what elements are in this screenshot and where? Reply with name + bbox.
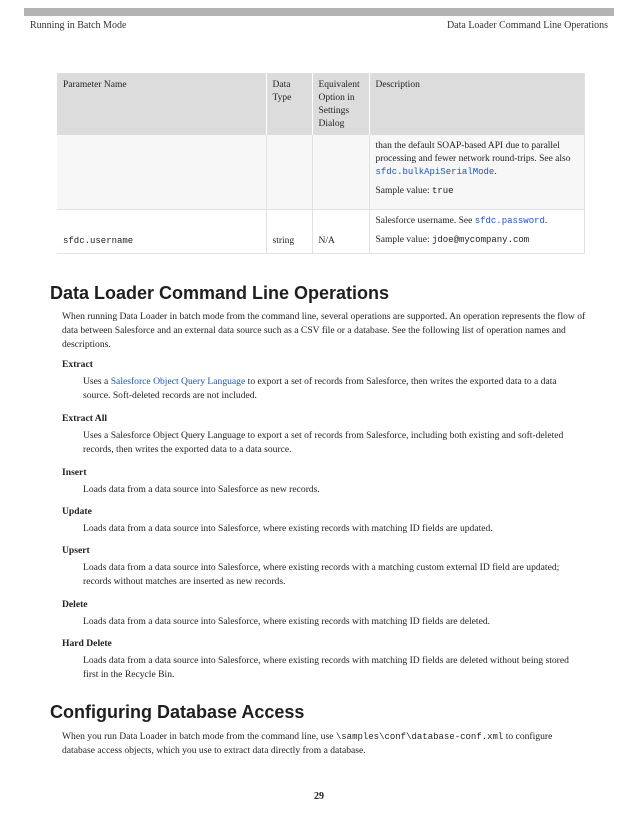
term-delete: Delete xyxy=(62,599,88,610)
sfdc-password-link[interactable]: sfdc.password xyxy=(474,216,545,226)
definition-update: Loads data from a data source into Salesforce, where existing records with matching ID fields are updated. xyxy=(83,523,493,534)
definition-extract-all: Uses a Salesforce Object Query Language to export a set of records from Salesforce, including both existing and soft-deleted records, then writes the exported data to a data source. xyxy=(83,430,564,455)
database-access-paragraph xyxy=(62,730,587,758)
operations-intro: When running Data Loader in batch mode from the command line, several operations are supported. An operation represents the flow of data between Salesforce and an external data source such as a CSV file or a database. See the following list of operation names and descriptions. xyxy=(62,311,586,350)
definition-text: Uses a xyxy=(83,376,111,387)
col-header-parameter-name: Parameter Name xyxy=(57,73,266,135)
table-row xyxy=(57,210,584,254)
table-header-row xyxy=(57,73,584,135)
soql-link[interactable]: Salesforce Object Query Language xyxy=(110,376,246,387)
definition-insert: Loads data from a data source into Salesforce as new records. xyxy=(83,484,320,495)
table-row xyxy=(57,135,584,210)
definition-upsert: Loads data from a data source into Salesforce, where existing records with a matching custom external ID field are updated; records without matches are inserted as new records. xyxy=(83,562,560,587)
cell-parameter-name xyxy=(57,135,266,210)
cell-option: N/A xyxy=(312,210,369,254)
section-title-database-access: Configuring Database Access xyxy=(50,702,305,722)
page-number: 29 xyxy=(314,791,324,802)
definition-delete: Loads data from a data source into Salesforce, where existing records with matching ID fields are deleted. xyxy=(83,616,491,627)
cell-data-type: string xyxy=(266,210,312,254)
paragraph-text: to configure database access objects, which you use to extract data directly from a database. xyxy=(62,731,553,756)
col-header-equivalent-option: Equivalent Option in Settings Dialog xyxy=(312,73,369,135)
description-end: . xyxy=(544,216,548,226)
description-end: . xyxy=(494,167,497,177)
col-header-description: Description xyxy=(369,73,584,135)
description-text: Salesforce username. See xyxy=(375,216,475,226)
term-hard-delete: Hard Delete xyxy=(62,638,112,649)
cell-description xyxy=(369,210,584,254)
sample-label: Sample value: xyxy=(375,186,432,196)
col-header-data-type: Data Type xyxy=(266,73,312,135)
paragraph-text: When you run Data Loader in batch mode from the command line, use xyxy=(62,731,336,742)
term-insert: Insert xyxy=(62,467,87,478)
running-header-left: Running in Batch Mode xyxy=(30,20,127,31)
sample-value: true xyxy=(431,186,454,196)
description-text: than the default SOAP-based API due to parallel processing and fewer network round-trips. See also xyxy=(375,141,571,164)
sample-label: Sample value: xyxy=(375,235,432,245)
top-rule xyxy=(24,8,614,16)
parameter-table xyxy=(57,73,585,254)
term-extract-all: Extract All xyxy=(62,413,108,424)
term-extract: Extract xyxy=(62,359,93,370)
term-upsert: Upsert xyxy=(62,545,90,556)
sample-value: jdoe@mycompany.com xyxy=(431,235,530,245)
database-conf-path: \samples\conf\database-conf.xml xyxy=(335,732,504,742)
cell-parameter-name: sfdc.username xyxy=(57,210,266,254)
definition-text: to export a set of records from Salesforce, then writes the exported data to a data source. Soft-deleted records are not included. xyxy=(83,376,557,401)
cell-data-type xyxy=(266,135,312,210)
definition-hard-delete: Loads data from a data source into Salesforce, where existing records with matching ID fields are deleted without being stored first in the Recycle Bin. xyxy=(83,655,569,680)
definition-extract xyxy=(83,375,585,403)
bulk-api-serial-mode-link[interactable]: sfdc.bulkApiSerialMode xyxy=(375,167,495,177)
term-update: Update xyxy=(62,506,92,517)
running-header-right: Data Loader Command Line Operations xyxy=(446,20,608,31)
cell-option xyxy=(312,135,369,210)
cell-description xyxy=(369,135,584,210)
section-title-operations: Data Loader Command Line Operations xyxy=(50,283,390,303)
